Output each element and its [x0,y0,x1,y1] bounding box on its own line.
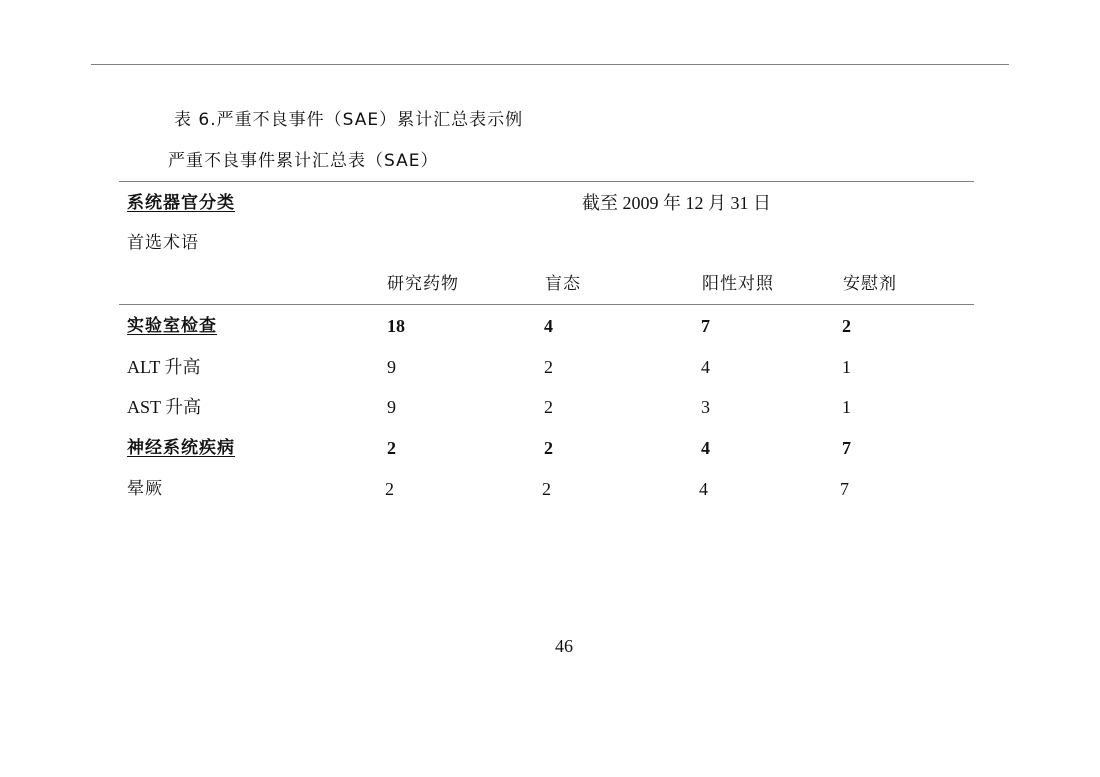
cell-study-drug: 9 [387,357,396,377]
cell-study-drug: 2 [387,438,396,458]
cell-blinded: 2 [544,357,553,377]
table-top-rule [119,181,974,182]
page-number: 46 [555,636,573,656]
table-title: 严重不良事件累计汇总表（SAE） [168,151,439,171]
cell-active-control: 7 [701,316,710,336]
cell-blinded: 2 [542,479,551,499]
cell-placebo: 2 [842,316,851,336]
cell-study-drug: 18 [387,316,405,336]
cell-active-control: 4 [701,357,710,377]
soc-header-label: 系统器官分类 [127,193,235,213]
row-label: 神经系统疾病 [127,438,235,458]
cutoff-date-label: 截至 2009 年 12 月 31 日 [582,193,771,213]
column-header-placebo: 安慰剂 [843,274,897,294]
row-label: 实验室检查 [127,316,217,336]
cell-placebo: 1 [842,357,851,377]
column-header-study-drug: 研究药物 [387,274,459,294]
row-label: AST 升高 [127,397,202,417]
cell-placebo: 7 [842,438,851,458]
cell-active-control: 4 [701,438,710,458]
cell-study-drug: 9 [387,397,396,417]
column-header-blinded: 盲态 [545,274,581,294]
pt-header-label: 首选术语 [127,233,199,253]
cell-placebo: 7 [840,479,849,499]
cell-active-control: 4 [699,479,708,499]
header-rule [91,64,1009,65]
header-bottom-rule [119,304,974,305]
table-caption: 表 6.严重不良事件（SAE）累计汇总表示例 [174,110,524,130]
row-label: 晕厥 [127,479,163,499]
column-header-active-control: 阳性对照 [702,274,774,294]
cell-active-control: 3 [701,397,710,417]
cell-blinded: 2 [544,397,553,417]
row-label: ALT 升高 [127,357,201,377]
cell-placebo: 1 [842,397,851,417]
cell-study-drug: 2 [385,479,394,499]
cell-blinded: 2 [544,438,553,458]
cell-blinded: 4 [544,316,553,336]
